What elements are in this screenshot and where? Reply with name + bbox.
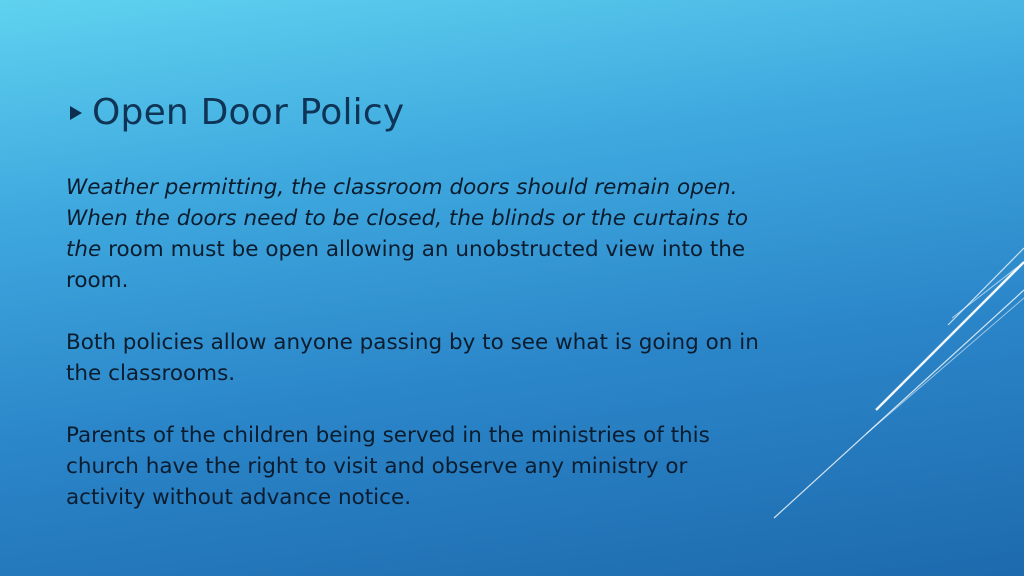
deco-line xyxy=(866,298,1024,434)
slide-body xyxy=(66,172,766,544)
deco-line xyxy=(952,262,1024,318)
paragraph-text: Parents of the children being served in the ministries of this church have the right to visit and observe any ministry or activity without advance notice. xyxy=(66,423,710,510)
paragraph-text: Both policies allow anyone passing by to see what is going on in the classrooms. xyxy=(66,330,759,386)
deco-line xyxy=(876,262,1024,410)
deco-line xyxy=(774,290,1024,518)
paragraph-weather xyxy=(66,172,766,296)
title-row xyxy=(70,92,404,133)
paragraph-both-policies xyxy=(66,327,766,389)
deco-line xyxy=(948,248,1024,325)
triangle-right-icon xyxy=(70,106,82,120)
paragraph-text: room must be open allowing an unobstructed view into the room. xyxy=(66,237,746,293)
paragraph-parents xyxy=(66,420,766,513)
paragraph-italic-text: Weather permitting, the classroom doors should remain open. When the doors need to be closed, the blinds or the curtains to the xyxy=(66,175,748,262)
slide-title: Open Door Policy xyxy=(92,92,405,133)
